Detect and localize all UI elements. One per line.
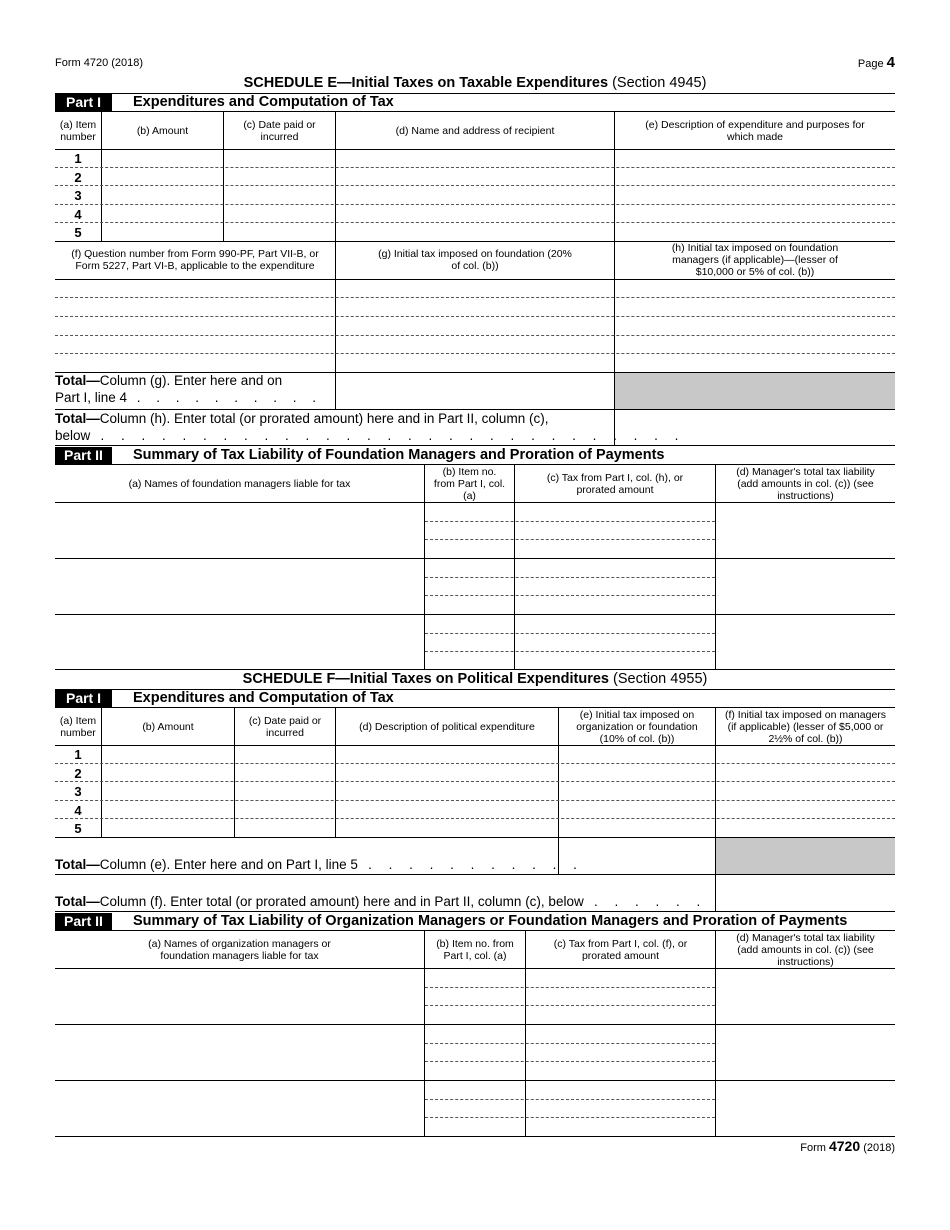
prorated-tax-input[interactable] <box>515 503 714 668</box>
page-number <box>858 54 895 71</box>
footer-form-ref <box>800 1138 895 1154</box>
footer-year: (2018) <box>863 1142 895 1154</box>
row-number: 2 <box>74 766 82 781</box>
total-liability-input[interactable] <box>716 503 894 668</box>
f-part2-col-a-header: (a) Names of organization managers or foundation managers liable for tax <box>148 937 331 962</box>
tax-foundation-input[interactable] <box>336 280 613 371</box>
total-bold: Total— <box>55 857 100 872</box>
schedule-e-part1-label: Part I <box>55 94 112 111</box>
row-number: 2 <box>74 170 82 185</box>
f-part2-col-b-header: (b) Item no. from Part I, col. (a) <box>436 937 514 962</box>
schedule-e-part2-label: Part II <box>55 447 112 464</box>
total-e-text: Column (e). Enter here and on Part I, line 5 <box>99 857 358 872</box>
f-col-a-header: (a) Item number <box>59 714 97 739</box>
col-h-header: (h) Initial tax imposed on foundation managers (if applicable)—(lesser of $10,000 or 5% of col. (b)) <box>671 242 839 278</box>
question-number-input[interactable] <box>55 280 334 371</box>
f-part2-col-d-header: (d) Manager's total tax liability (add amounts in col. (c)) (see instructions) <box>736 931 875 968</box>
recipient-input-column[interactable] <box>336 150 613 240</box>
f-col-b-header: (b) Amount <box>142 720 194 733</box>
part2-col-d-header: (d) Manager's total tax liability (add amounts in col. (c)) (see instructions) <box>736 465 875 502</box>
footer-form-number: 4720 <box>828 1138 861 1154</box>
col-f-header: (f) Question number from Form 990-PF, Part VII-B, or Form 5227, Part VI-B, applicable to the expenditure <box>71 248 319 272</box>
total-g-line1: Column (g). Enter here and on <box>99 373 283 388</box>
schedule-e-section: (Section 4945) <box>612 75 707 91</box>
f-col-d-header: (d) Description of political expenditure <box>359 720 535 733</box>
total-g-input[interactable] <box>336 373 613 409</box>
page-label: Page <box>857 58 884 70</box>
total-h-label: Total—Column (h). Enter total (or prorated amount) here and in Part II, column (c), below . . . . . . . . . . . . . . . . . . . . . . . . . . . . . <box>55 411 685 443</box>
f-amount-input-column[interactable] <box>102 746 233 836</box>
schedule-f-title-text: SCHEDULE F—Initial Taxes on Political Expenditures <box>242 671 609 687</box>
schedule-f-part1-label: Part I <box>55 690 112 707</box>
schedule-f-part2-label: Part II <box>55 913 112 930</box>
col-c-header: (c) Date paid or incurred <box>243 118 316 143</box>
row-number: 4 <box>74 207 82 222</box>
row-number: 3 <box>74 784 82 799</box>
col-b-header: (b) Amount <box>136 124 189 137</box>
row-number: 3 <box>74 188 82 203</box>
f-total-liability-input[interactable] <box>716 969 894 1135</box>
col-d-header: (d) Name and address of recipient <box>395 124 555 137</box>
footer-form-label: Form <box>800 1142 826 1154</box>
total-f-text: Column (f). Enter total (or prorated amount) here and in Part II, column (c), below <box>99 894 584 909</box>
f-prorated-tax-input[interactable] <box>526 969 714 1135</box>
schedule-e-part2-title: Summary of Tax Liability of Foundation Managers and Proration of Payments <box>133 447 665 463</box>
schedule-f-part2-title: Summary of Tax Liability of Organization Managers or Foundation Managers and Proration of Payments <box>133 913 848 929</box>
total-g-label: Total—Column (g). Enter here and on Part I, line 4 . . . . . . . . . . <box>55 373 323 405</box>
total-e-label: Total—Column (e). Enter here and on Part I, line 5 . . . . . . . . . . . <box>55 857 584 872</box>
f-item-no-input[interactable] <box>425 969 524 1135</box>
total-bold: Total— <box>55 373 100 388</box>
date-input-column[interactable] <box>224 150 334 240</box>
total-h-input[interactable] <box>615 410 894 445</box>
item-no-input[interactable] <box>425 503 513 668</box>
part2-col-a-header: (a) Names of foundation managers liable for tax <box>128 477 351 490</box>
f-part2-col-c-header: (c) Tax from Part I, col. (f), or prorated amount <box>553 937 688 962</box>
schedule-f-section: (Section 4955) <box>613 671 708 687</box>
schedule-f-part1-title: Expenditures and Computation of Tax <box>133 690 394 706</box>
schedule-e-part1-title: Expenditures and Computation of Tax <box>133 94 394 110</box>
part2-col-b-header: (b) Item no. from Part I, col. (a) <box>433 465 506 502</box>
tax-managers-input[interactable] <box>615 280 894 371</box>
total-f-input[interactable] <box>716 875 894 911</box>
total-h-line2: below <box>55 428 91 443</box>
f-description-input-column[interactable] <box>336 746 557 836</box>
description-input-column[interactable] <box>615 150 894 240</box>
form-reference: Form 4720 (2018) <box>55 57 144 69</box>
f-col-f-header: (f) Initial tax imposed on managers (if applicable) (lesser of $5,000 or 2½% of col. (b)) <box>724 708 887 745</box>
row-number: 1 <box>74 747 82 762</box>
f-manager-tax-input-column[interactable] <box>716 746 894 836</box>
total-bold: Total— <box>55 894 100 909</box>
total-h-line1: Column (h). Enter total (or prorated amount) here and in Part II, column (c), <box>99 411 549 426</box>
f-col-c-header: (c) Date paid or incurred <box>248 714 322 739</box>
schedule-e-title-text: SCHEDULE E—Initial Taxes on Taxable Expenditures <box>243 75 609 91</box>
row-number: 1 <box>74 151 82 166</box>
row-number: 4 <box>74 803 82 818</box>
page-number-value: 4 <box>886 54 895 71</box>
total-g-line2: Part I, line 4 <box>55 390 128 405</box>
total-f-label: Total—Column (f). Enter total (or prorated amount) here and in Part II, column (c), below . . . . . . <box>55 894 707 909</box>
f-col-e-header: (e) Initial tax imposed on organization or foundation (10% of col. (b)) <box>576 708 698 745</box>
amount-input-column[interactable] <box>102 150 222 240</box>
f-manager-names-input[interactable] <box>55 969 423 1135</box>
f-org-tax-input-column[interactable] <box>559 746 714 836</box>
row-number: 5 <box>74 225 82 240</box>
row-number: 5 <box>74 821 82 836</box>
part2-col-c-header: (c) Tax from Part I, col. (h), or prorated amount <box>546 471 684 496</box>
manager-names-input[interactable] <box>55 503 423 668</box>
total-e-input[interactable] <box>559 838 714 874</box>
col-e-header: (e) Description of expenditure and purposes for which made <box>645 118 865 143</box>
total-bold: Total— <box>55 411 100 426</box>
schedule-f-title <box>55 671 895 687</box>
shaded-cell <box>615 373 895 409</box>
col-a-header: (a) Item number <box>59 118 97 143</box>
col-g-header: (g) Initial tax imposed on foundation (20% of col. (b)) <box>378 248 572 272</box>
schedule-e-title <box>55 75 895 91</box>
f-date-input-column[interactable] <box>235 746 334 836</box>
shaded-cell <box>716 838 895 874</box>
